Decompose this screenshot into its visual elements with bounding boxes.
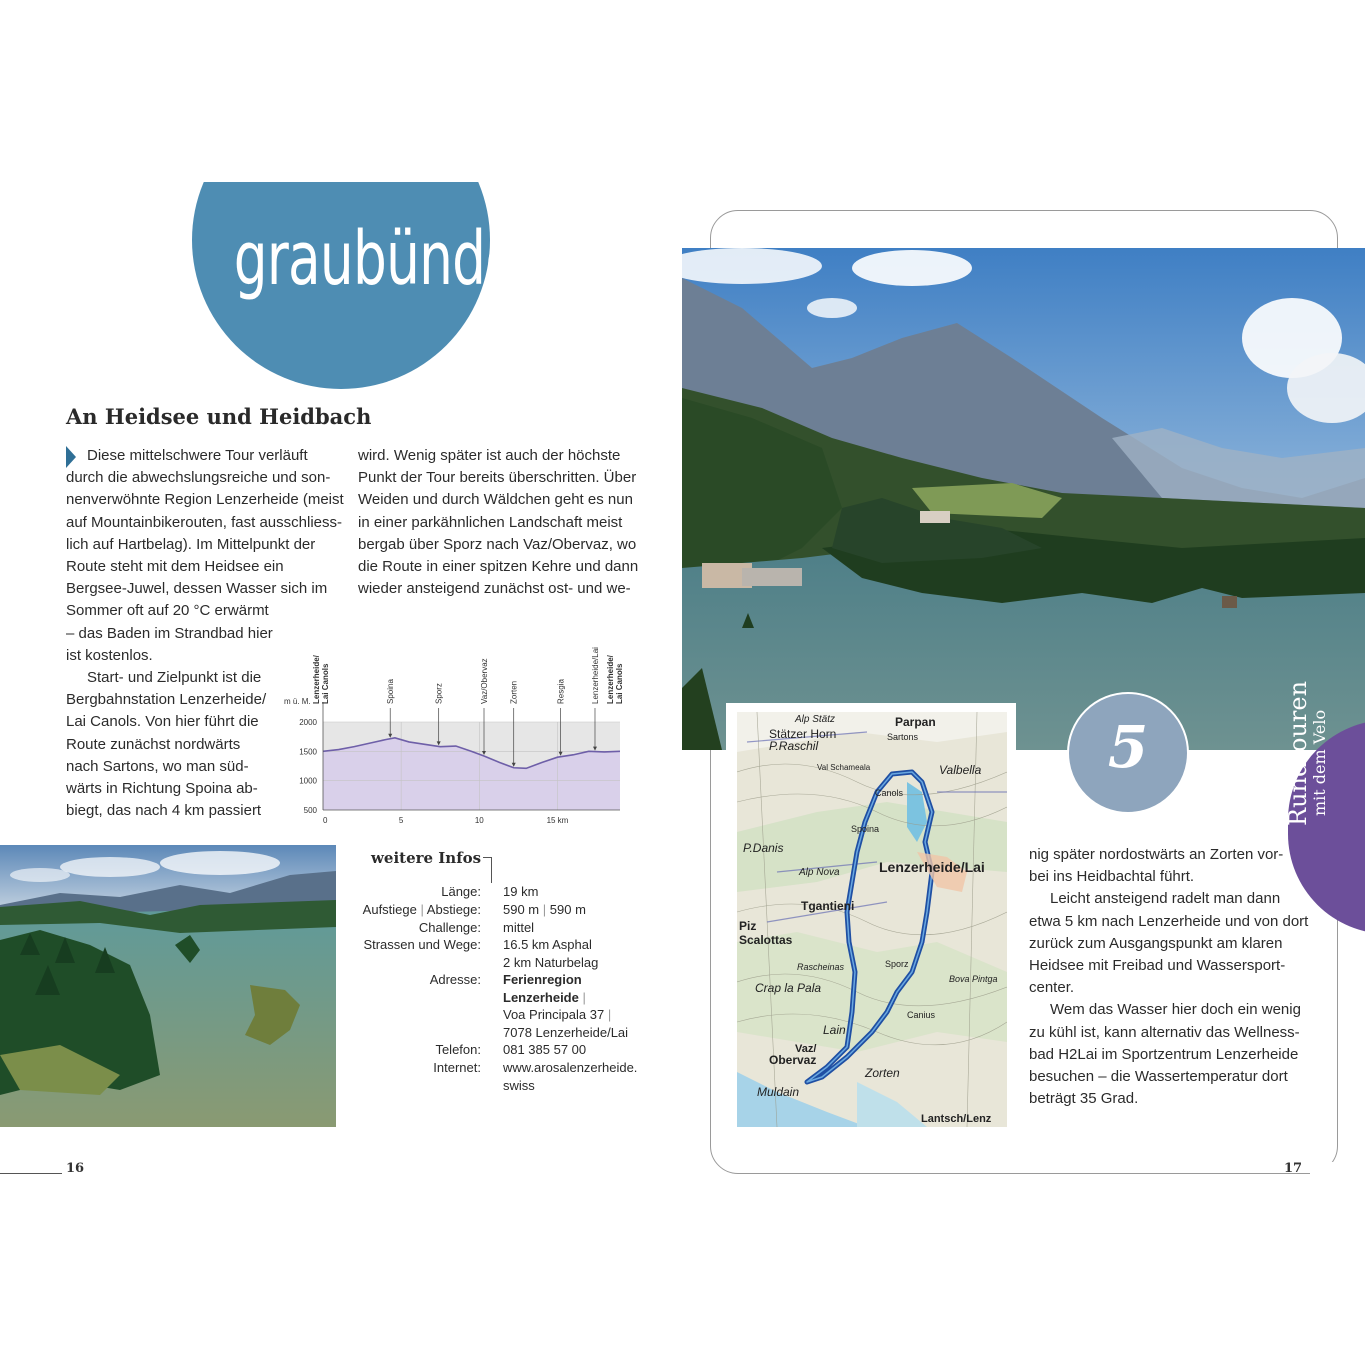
info-value: 19 km [503,884,539,899]
info-label: Adresse: [429,972,481,987]
text-line: Diese mittelschwere Tour verläuft [87,447,308,464]
map-label: Stätzer Horn [769,727,837,741]
text-line: zurück zum Ausgangspunkt am klaren [1029,934,1283,952]
text-line: bergab über Sporz nach Vaz/Obervaz, wo [358,535,637,553]
text-line: nig später nordostwärts an Zorten vor- [1029,846,1284,863]
waypoint-label: Resgia [556,679,566,704]
text-line: biegt, das nach 4 km passiert [66,802,262,820]
x-tick-label: 0 [323,816,328,825]
text-line: Route steht mit dem Heidsee ein [66,558,284,576]
map-label: Sartons [887,732,919,742]
map-label: Rascheinas [797,962,845,972]
waypoint-label: Spoina [386,679,396,704]
infos-title: weitere Infos [371,849,482,867]
route-map [737,712,1007,1127]
page-number-left: 16 [66,1161,85,1176]
info-label: Telefon: [435,1042,481,1057]
x-tick-label: 5 [398,816,404,825]
map-label: Alp Stätz [795,714,836,725]
y-tick-label: 500 [303,806,317,815]
text-line: in einer parkähnlichen Landschaft meist [358,513,623,531]
map-label: Bova Pintga [949,974,998,984]
text-line: lich auf Hartbelag). Im Mittelpunkt der [66,535,316,553]
waypoint-label: Vaz/Obervaz [480,658,490,704]
waypoint-label: Sporz [434,683,444,704]
map-label: Vaz/ [795,1043,817,1055]
text-line: wärts in Richtung Spoina ab- [66,780,258,798]
map-label: Valbella [939,763,982,777]
map-label: Parpan [895,715,936,729]
text-line: beträgt 35 Grad. [1029,1090,1139,1108]
text-line: wird. Wenig später ist auch der höchste [358,447,621,464]
map-label: Crap la Pala [755,981,822,995]
info-value: 16.5 km Asphal 2 km Naturbelag [503,937,599,970]
text-line: ist kostenlos. [66,646,153,664]
info-value: www.arosalenzerheide. swiss [503,1060,638,1093]
map-label: Scalottas [739,933,793,947]
frame-gap [1310,1162,1340,1176]
map-label: Sporz [885,959,909,969]
map-label: Zorten [865,1066,900,1080]
waypoint-label: Lenzerheide/Lai [590,647,600,704]
y-tick-label: 1500 [299,747,317,757]
article-title: An Heidsee und Heidbach [66,404,372,429]
waypoint-label: Zorten [509,680,519,704]
text-line: bad H2Lai im Sportzentrum Lenzerheide [1029,1045,1299,1063]
info-value: mittel [503,920,535,935]
map-label: Obervaz [769,1053,817,1067]
tour-number: 5 [1107,713,1149,781]
text-line: Bergsee-Juwel, dessen Wasser sich im [66,580,328,598]
info-label: Challenge: [418,920,481,935]
chapter-tab-title: Rundtouren [1284,680,1312,826]
info-value: 081 385 57 00 [503,1042,587,1057]
text-line: etwa 5 km nach Lenzerheide und von dort [1029,912,1309,930]
y-tick-label: 2000 [299,718,317,727]
lake-photo [0,845,336,1127]
text-line: die Route in einer spitzen Kehre und dann [358,558,639,576]
y-tick-label: 1000 [299,776,317,786]
page-rule [0,1173,62,1174]
info-value: 590 m | 590 m [503,902,586,917]
text-line: Heidsee mit Freibad und Wassersport- [1029,957,1286,975]
map-label: Spoina [851,824,880,834]
infos-bracket [483,857,492,883]
chapter-tab-subtitle: mit dem Velo [1310,709,1329,816]
text-line: Punkt der Tour bereits überschritten. Über [358,469,637,487]
text-line: bei ins Heidbachtal führt. [1029,868,1195,886]
info-label: Aufstiege | Abstiege: [362,902,481,917]
text-line: wieder ansteigend zunächst ost- und we- [358,580,631,598]
map-label: Val Schameala [817,763,871,772]
map-label: Alp Nova [799,867,840,878]
map-label: Canols [875,788,904,798]
map-label: Tgantieni [801,899,855,913]
text-line: auf Mountainbikerouten, fast ausschliess- [66,513,342,531]
x-tick-label: 15 km [546,816,569,825]
text-line: besuchen – die Wassertemperatur dort [1029,1068,1288,1086]
waypoint-label: Lenzerheide/Lai Canols [312,655,330,704]
map-label: P.Danis [743,841,784,855]
text-line: Start- und Zielpunkt ist die [87,669,262,687]
waypoint-label: Lenzerheide/Lai Canols [606,655,624,704]
info-value: Ferienregion Lenzerheide | Voa Principala 37 | 7078 Lenzerheide/Lai [503,972,629,1040]
text-line: Bergbahnstation Lenzerheide/ [66,691,267,709]
region-badge-clip [0,0,1365,182]
map-label: Lantsch/Lenz [921,1113,992,1125]
text-line: – das Baden im Strandbad hier [66,624,273,642]
elevation-profile-chart [280,630,630,830]
text-line: Route zunächst nordwärts [66,735,241,753]
text-line: zu kühl ist, kann alternativ das Wellness- [1029,1023,1300,1041]
info-label: Strassen und Wege: [363,937,481,952]
info-label: Länge: [441,884,481,899]
text-line: Wem das Wasser hier doch ein wenig [1050,1001,1301,1019]
text-column-3 [1029,844,1308,1110]
text-line: Leicht ansteigend radelt man dann [1050,890,1281,908]
text-line: center. [1029,979,1075,997]
x-tick-label: 10 [474,816,484,825]
page-number-right: 17 [1284,1161,1303,1176]
chapter-tab-text [1285,626,1329,826]
text-line: Sommer oft auf 20 °C erwärmt [66,602,269,620]
region-title: graubünden [233,216,551,302]
text-column-2 [358,445,638,600]
text-line: nenverwöhnte Region Lenzerheide (meist [66,491,344,509]
map-label: Canius [907,1010,936,1020]
text-line: nach Sartons, wo man süd- [66,757,249,775]
y-axis-label: m ü. M. [284,697,311,706]
text-line: Weiden und durch Wäldchen geht es nun [358,491,633,509]
text-line: Lai Canols. Von hier führt die [66,713,259,731]
map-label: P.Raschil [769,739,819,753]
heidsee-panorama-photo [682,248,1365,750]
map-label: Lenzerheide/Lai [879,859,985,875]
info-label: Internet: [433,1060,481,1075]
text-line: durch die abwechslungsreiche und son- [66,469,331,487]
map-label: Lain [823,1023,846,1037]
map-label: Piz [739,919,757,933]
map-label: Muldain [757,1085,800,1099]
